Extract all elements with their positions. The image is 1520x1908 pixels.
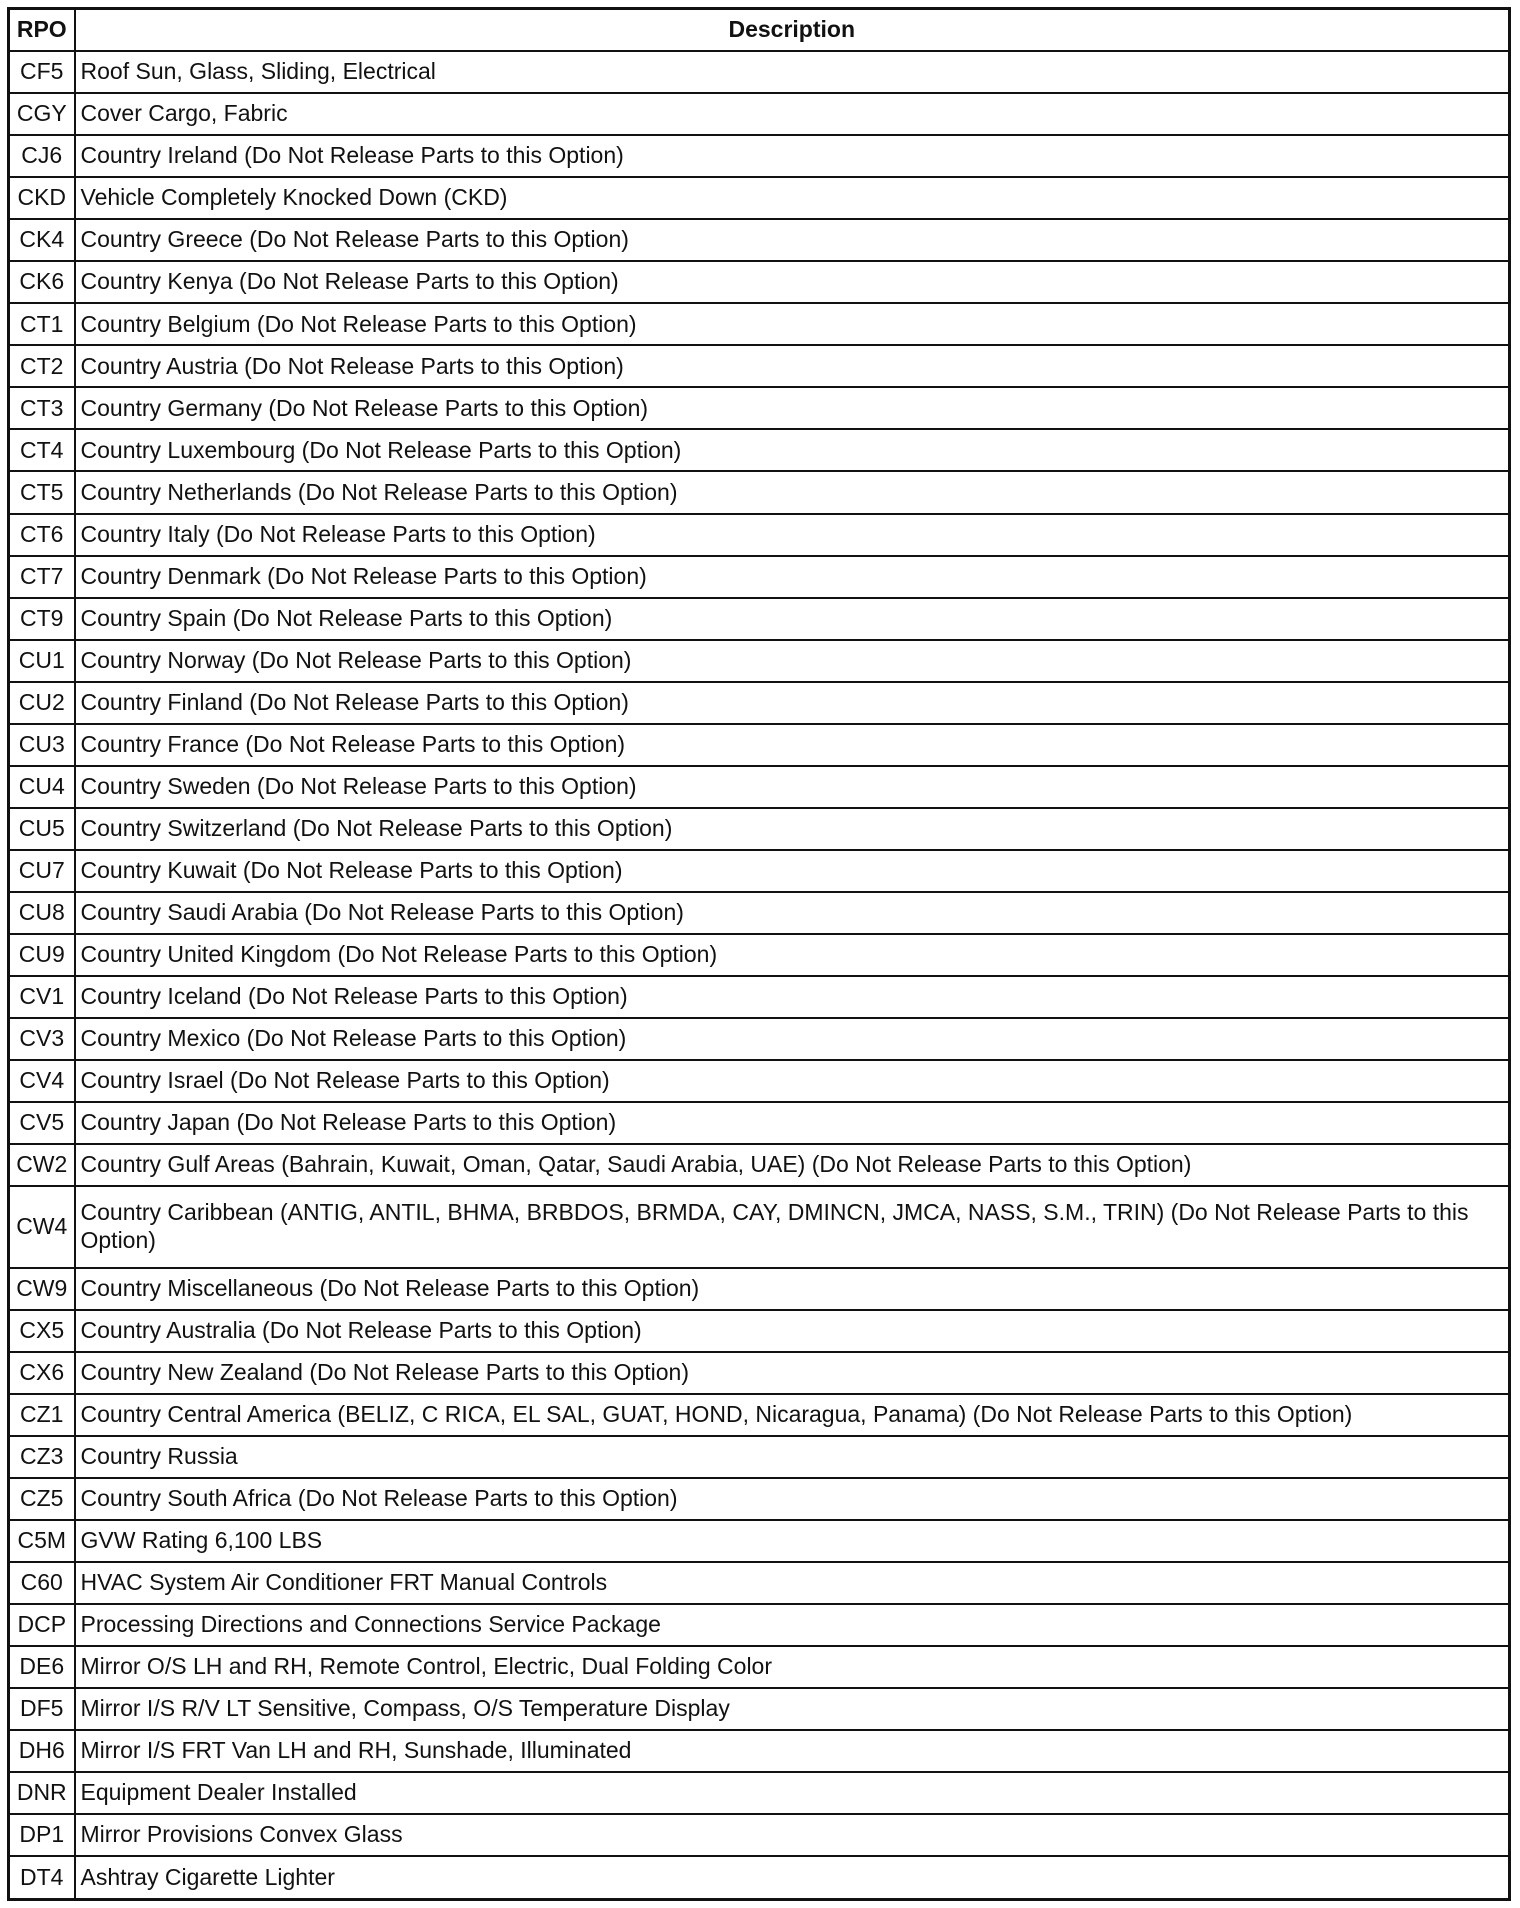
rpo-code-cell: CT4 [9, 429, 75, 471]
description-cell: Country Luxembourg (Do Not Release Parts to this Option) [75, 429, 1510, 471]
description-cell: Country Iceland (Do Not Release Parts to this Option) [75, 976, 1510, 1018]
table-row [9, 850, 1510, 892]
rpo-code-cell: CV5 [9, 1102, 75, 1144]
table-row [9, 1646, 1510, 1688]
rpo-code-cell: CW2 [9, 1144, 75, 1186]
rpo-code-cell: CT2 [9, 345, 75, 387]
table-row [9, 1310, 1510, 1352]
description-cell: Country Mexico (Do Not Release Parts to this Option) [75, 1018, 1510, 1060]
description-cell: Country Japan (Do Not Release Parts to this Option) [75, 1102, 1510, 1144]
table-row [9, 934, 1510, 976]
table-row [9, 471, 1510, 513]
description-cell: Country New Zealand (Do Not Release Parts to this Option) [75, 1352, 1510, 1394]
table-row [9, 219, 1510, 261]
table-row [9, 976, 1510, 1018]
table-row [9, 556, 1510, 598]
description-cell: Country Germany (Do Not Release Parts to this Option) [75, 387, 1510, 429]
description-cell: Country Switzerland (Do Not Release Parts to this Option) [75, 808, 1510, 850]
table-row [9, 303, 1510, 345]
table-row [9, 1394, 1510, 1436]
rpo-code-cell: CU4 [9, 766, 75, 808]
table-row [9, 724, 1510, 766]
table-row [9, 1688, 1510, 1730]
description-cell: Equipment Dealer Installed [75, 1772, 1510, 1814]
rpo-code-cell: CKD [9, 177, 75, 219]
table-row [9, 1478, 1510, 1520]
rpo-code-cell: CU1 [9, 640, 75, 682]
table-row [9, 261, 1510, 303]
description-cell: Country Caribbean (ANTIG, ANTIL, BHMA, BRBDOS, BRMDA, CAY, DMINCN, JMCA, NASS, S.M., TRIN) (Do Not Release Parts to this Option) [75, 1186, 1510, 1267]
description-cell: Country France (Do Not Release Parts to this Option) [75, 724, 1510, 766]
description-cell: Cover Cargo, Fabric [75, 93, 1510, 135]
description-cell: Country Greece (Do Not Release Parts to this Option) [75, 219, 1510, 261]
rpo-code-cell: CZ5 [9, 1478, 75, 1520]
description-cell: Country Austria (Do Not Release Parts to this Option) [75, 345, 1510, 387]
description-cell: Ashtray Cigarette Lighter [75, 1856, 1510, 1899]
header-description: Description [75, 9, 1510, 52]
table-row [9, 1856, 1510, 1899]
rpo-code-cell: CU3 [9, 724, 75, 766]
description-cell: HVAC System Air Conditioner FRT Manual Controls [75, 1562, 1510, 1604]
table-row [9, 808, 1510, 850]
header-rpo: RPO [9, 9, 75, 52]
table-row [9, 93, 1510, 135]
table-row [9, 1814, 1510, 1856]
rpo-code-cell: DP1 [9, 1814, 75, 1856]
rpo-code-cell: CU8 [9, 892, 75, 934]
description-cell: Country Finland (Do Not Release Parts to this Option) [75, 682, 1510, 724]
table-row [9, 1604, 1510, 1646]
table-row [9, 135, 1510, 177]
rpo-code-cell: CX5 [9, 1310, 75, 1352]
description-cell: Country Kenya (Do Not Release Parts to this Option) [75, 261, 1510, 303]
table-row [9, 1772, 1510, 1814]
description-cell: GVW Rating 6,100 LBS [75, 1520, 1510, 1562]
description-cell: Country Saudi Arabia (Do Not Release Parts to this Option) [75, 892, 1510, 934]
rpo-code-cell: CV4 [9, 1060, 75, 1102]
table-row [9, 345, 1510, 387]
rpo-code-cell: CV3 [9, 1018, 75, 1060]
description-cell: Country Spain (Do Not Release Parts to this Option) [75, 598, 1510, 640]
rpo-code-cell: DH6 [9, 1730, 75, 1772]
rpo-code-cell: CV1 [9, 976, 75, 1018]
rpo-table-container [7, 7, 1511, 1901]
description-cell: Country Netherlands (Do Not Release Parts to this Option) [75, 471, 1510, 513]
description-cell: Country Italy (Do Not Release Parts to this Option) [75, 514, 1510, 556]
table-row [9, 1018, 1510, 1060]
table-row [9, 766, 1510, 808]
table-row [9, 177, 1510, 219]
table-row [9, 1352, 1510, 1394]
description-cell: Processing Directions and Connections Service Package [75, 1604, 1510, 1646]
rpo-code-cell: CK6 [9, 261, 75, 303]
rpo-code-cell: CZ3 [9, 1436, 75, 1478]
description-cell: Country Israel (Do Not Release Parts to this Option) [75, 1060, 1510, 1102]
description-cell: Country Gulf Areas (Bahrain, Kuwait, Oman, Qatar, Saudi Arabia, UAE) (Do Not Release Parts to this Option) [75, 1144, 1510, 1186]
rpo-code-cell: DCP [9, 1604, 75, 1646]
rpo-code-cell: CT3 [9, 387, 75, 429]
rpo-code-cell: CU9 [9, 934, 75, 976]
table-row [9, 387, 1510, 429]
table-row [9, 1730, 1510, 1772]
rpo-code-cell: CU2 [9, 682, 75, 724]
table-row [9, 1144, 1510, 1186]
table-header-row [9, 9, 1510, 52]
rpo-code-cell: DT4 [9, 1856, 75, 1899]
description-cell: Mirror I/S FRT Van LH and RH, Sunshade, Illuminated [75, 1730, 1510, 1772]
description-cell: Country Russia [75, 1436, 1510, 1478]
rpo-code-cell: C60 [9, 1562, 75, 1604]
rpo-code-cell: CJ6 [9, 135, 75, 177]
table-row [9, 1268, 1510, 1310]
table-row [9, 598, 1510, 640]
rpo-code-cell: CK4 [9, 219, 75, 261]
rpo-code-cell: DF5 [9, 1688, 75, 1730]
description-cell: Country Miscellaneous (Do Not Release Parts to this Option) [75, 1268, 1510, 1310]
table-row [9, 514, 1510, 556]
table-row [9, 1562, 1510, 1604]
description-cell: Mirror O/S LH and RH, Remote Control, Electric, Dual Folding Color [75, 1646, 1510, 1688]
rpo-table [7, 7, 1511, 1901]
table-row [9, 682, 1510, 724]
rpo-code-cell: CT5 [9, 471, 75, 513]
description-cell: Country Denmark (Do Not Release Parts to this Option) [75, 556, 1510, 598]
table-row [9, 1060, 1510, 1102]
table-row [9, 429, 1510, 471]
rpo-code-cell: CF5 [9, 51, 75, 93]
table-row [9, 1520, 1510, 1562]
rpo-code-cell: CGY [9, 93, 75, 135]
description-cell: Country Ireland (Do Not Release Parts to this Option) [75, 135, 1510, 177]
rpo-code-cell: DNR [9, 1772, 75, 1814]
table-row [9, 1436, 1510, 1478]
description-cell: Country Central America (BELIZ, C RICA, EL SAL, GUAT, HOND, Nicaragua, Panama) (Do Not Release Parts to this Option) [75, 1394, 1510, 1436]
table-row [9, 1102, 1510, 1144]
table-row [9, 1186, 1510, 1267]
rpo-code-cell: CT7 [9, 556, 75, 598]
description-cell: Country Kuwait (Do Not Release Parts to this Option) [75, 850, 1510, 892]
description-cell: Mirror Provisions Convex Glass [75, 1814, 1510, 1856]
rpo-code-cell: CX6 [9, 1352, 75, 1394]
description-cell: Country South Africa (Do Not Release Parts to this Option) [75, 1478, 1510, 1520]
description-cell: Country Australia (Do Not Release Parts to this Option) [75, 1310, 1510, 1352]
description-cell: Country Norway (Do Not Release Parts to this Option) [75, 640, 1510, 682]
description-cell: Country Sweden (Do Not Release Parts to this Option) [75, 766, 1510, 808]
description-cell: Country United Kingdom (Do Not Release Parts to this Option) [75, 934, 1510, 976]
rpo-code-cell: CT6 [9, 514, 75, 556]
rpo-code-cell: CW9 [9, 1268, 75, 1310]
rpo-code-cell: CT1 [9, 303, 75, 345]
table-row [9, 51, 1510, 93]
description-cell: Roof Sun, Glass, Sliding, Electrical [75, 51, 1510, 93]
rpo-code-cell: CU5 [9, 808, 75, 850]
description-cell: Mirror I/S R/V LT Sensitive, Compass, O/S Temperature Display [75, 1688, 1510, 1730]
rpo-code-cell: CT9 [9, 598, 75, 640]
table-body [9, 51, 1510, 1900]
table-row [9, 892, 1510, 934]
rpo-code-cell: CZ1 [9, 1394, 75, 1436]
rpo-code-cell: DE6 [9, 1646, 75, 1688]
rpo-code-cell: CW4 [9, 1186, 75, 1267]
rpo-code-cell: CU7 [9, 850, 75, 892]
rpo-code-cell: C5M [9, 1520, 75, 1562]
description-cell: Vehicle Completely Knocked Down (CKD) [75, 177, 1510, 219]
table-row [9, 640, 1510, 682]
description-cell: Country Belgium (Do Not Release Parts to this Option) [75, 303, 1510, 345]
